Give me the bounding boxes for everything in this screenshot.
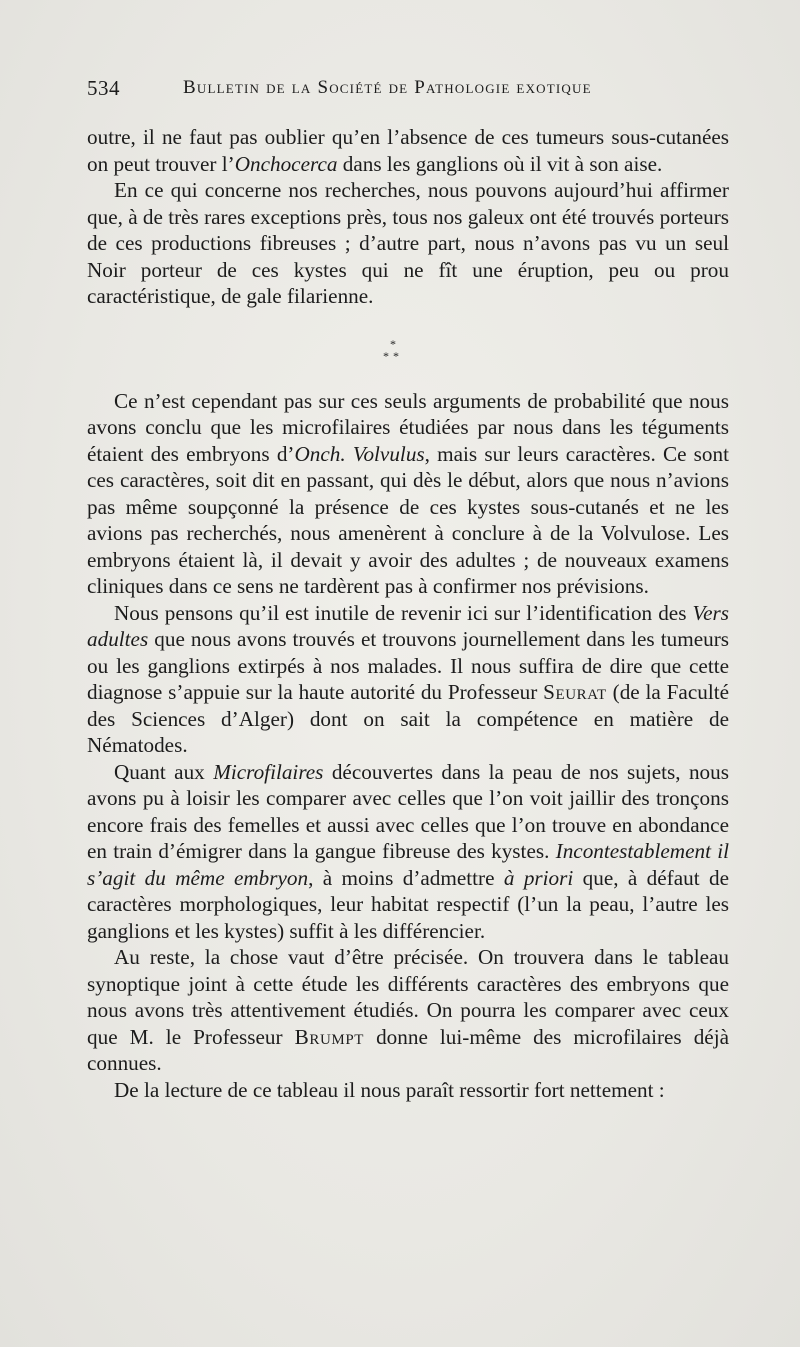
paragraph-arguments xyxy=(87,388,729,600)
paragraph-text: dans les ganglions où il vit à son aise. xyxy=(337,151,663,176)
author-name: Seurat xyxy=(543,680,607,704)
paragraph-conclusion-lead: De la lecture de ce tableau il nous paraît ressortir fort nettement : xyxy=(114,1077,665,1102)
paragraph-text: Ce n’est cependant pas sur ces seuls arguments de probabilité que nous avons conclu que les microfilaires étudiées par nous dans les téguments étaient des embryons d’ xyxy=(87,388,729,466)
section-asterism xyxy=(87,310,729,388)
species-name: Onch. Volvulus xyxy=(294,441,425,466)
paragraph-text: Au reste, la chose vaut d’être précisée. On trouvera dans le tableau synoptique joint à cette étude les différents caractères des embryons que nous avons très attentivement étudiés. On pourra les comparer avec ceux que M. le Professeur xyxy=(87,945,729,1049)
emphasis-text: Vers adultes xyxy=(87,600,729,651)
paragraph-text: (de la Faculté des Sciences d’Alger) dont on sait la compétence en matière de Nématodes. xyxy=(87,680,729,757)
emphasis-text: Microfilaires xyxy=(213,759,324,784)
emphasis-text: à priori xyxy=(503,865,574,890)
paragraph-identification xyxy=(87,600,729,759)
paragraph-text: Nous pensons qu’il est inutile de revenir ici sur l’identification des xyxy=(114,600,693,625)
paragraph-text: , à moins d’admettre xyxy=(308,865,504,890)
page-header xyxy=(87,76,737,106)
paragraph-text: que nous avons trouvés et trouvons journellement dans les tumeurs ou les ganglions extirpés à nos malades. Il nous suffira de dire que cette diagnose s’appuie sur la haute autorité du Professeur xyxy=(87,627,729,704)
paragraph-continuation xyxy=(87,124,729,177)
paragraph-tableau xyxy=(87,944,729,1077)
asterism-star-top: * xyxy=(390,336,396,351)
asterism-stars-bottom: ** xyxy=(383,348,403,363)
paragraph-text: donne lui-même des microfilaires déjà connues. xyxy=(87,1024,729,1075)
author-name: Brumpt xyxy=(294,1024,365,1049)
emphasis-text: Incontestablement il s’agit du même embryon xyxy=(87,839,729,890)
paragraph-text: , mais sur leurs caractères. Ce sont ces caractères, soit dit en passant, qui dès le début, alors que nous n’avions pas même soupçonné la présence de ces kystes sous-cutanés et ne les avions pas recherchés, nous amenèrent à conclure à de la Volvulose. Les embryons étaient là, il devait y avoir des adultes ; de nouveaux examens cliniques dans ce sens ne tardèrent pas à confirmer nos prévisions. xyxy=(87,441,729,598)
paragraph-text: Quant aux xyxy=(114,759,214,784)
paragraph-research: En ce qui concerne nos recherches, nous pouvons aujourd’hui affirmer que, à de très rares exceptions près, tous nos galeux ont été trouvés porteurs de ces productions fibreuses ; d’autre part, nous n’avons pas vu un seul Noir porteur de ces kystes qui ne fît une éruption, peu ou prou caractéristique, de gale filarienne. xyxy=(87,178,729,308)
page-number: 534 xyxy=(87,76,120,100)
paragraph-microfilaires xyxy=(87,759,729,945)
genus-name: Onchocerca xyxy=(234,151,338,176)
paragraph-text: que, à défaut de caractères morphologiques, leur habitat respectif (l’un la peau, l’autre les ganglions et les kystes) suffit à les différencier. xyxy=(87,865,729,943)
article-body xyxy=(87,124,729,1103)
paragraph-text: outre, il ne faut pas oublier qu’en l’absence de ces tumeurs sous-cutanées on peut trouver l’ xyxy=(87,125,729,176)
running-title: Bulletin de la Société de Pathologie exotique xyxy=(183,77,592,98)
paragraph-text: découvertes dans la peau de nos sujets, nous avons pu à loisir les comparer avec celles que l’on voit jaillir des tronçons encore frais des femelles et aussi avec celles que l’on trouve en abondance en train d’émigrer dans la gangue fibreuse des kystes. xyxy=(87,759,729,863)
